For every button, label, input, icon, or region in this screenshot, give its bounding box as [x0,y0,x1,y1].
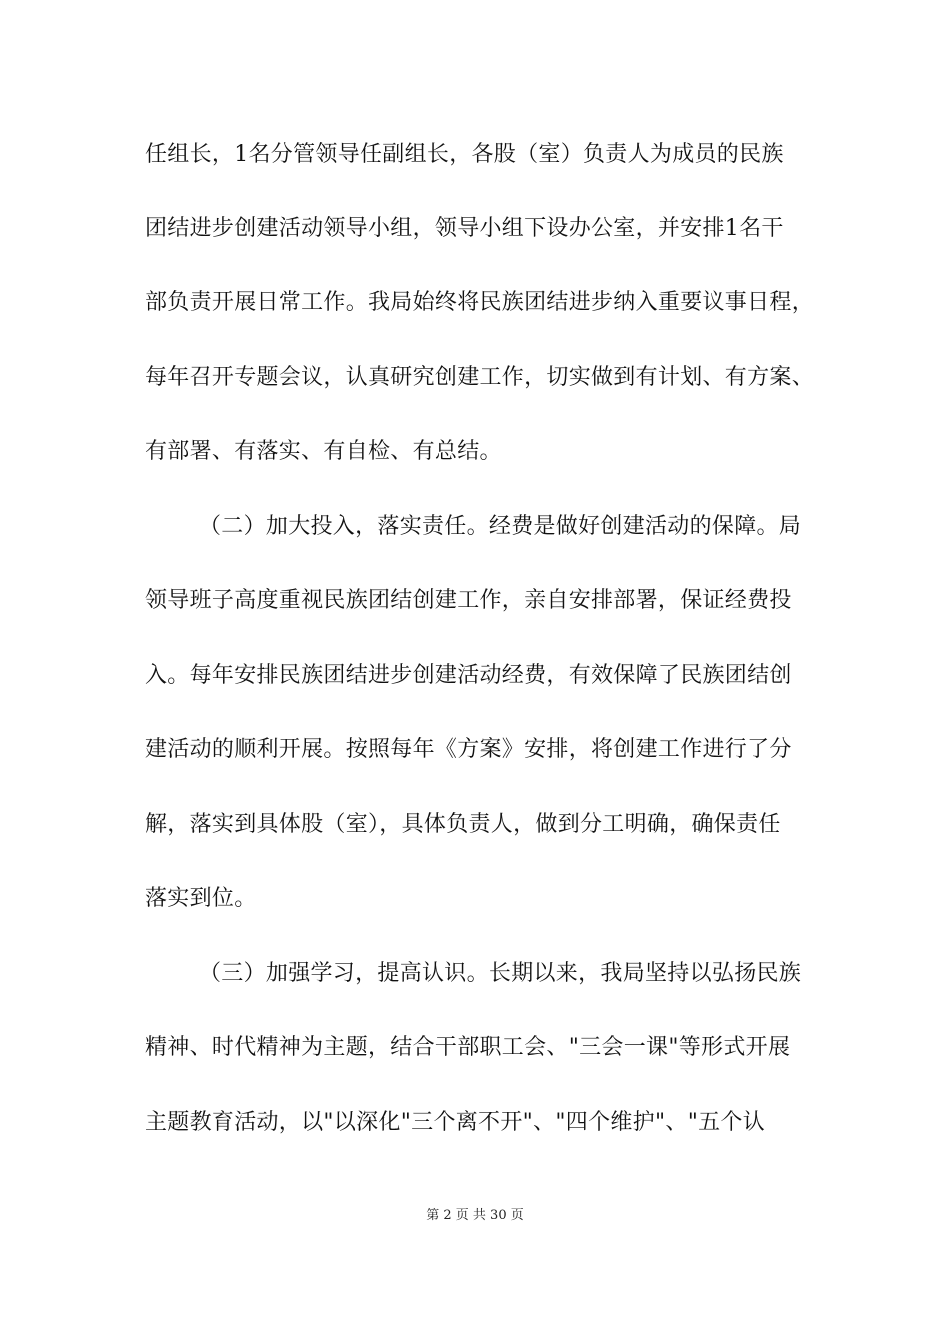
paragraph-line: 落实到位。 [145,886,257,911]
page-footer: 第 2 页 共 30 页 [426,1208,524,1223]
paragraph-line: 每年召开专题会议，认真研究创建工作，切实做到有计划、有方案、 [145,365,815,390]
paragraph-line: 任组长，1名分管领导任副组长，各股（室）负责人为成员的民族 [145,142,784,167]
paragraph-line: 有部署、有落实、有自检、有总结。 [145,439,502,464]
paragraph-line: 部负责开展日常工作。我局始终将民族团结进步纳入重要议事日程， [145,290,815,315]
paragraph-line: 入。每年安排民族团结进步创建活动经费，有效保障了民族团结创 [145,663,792,688]
paragraph-line: （三）加强学习，提高认识。长期以来，我局坚持以弘扬民族 [199,961,802,986]
paragraph-line: 领导班子高度重视民族团结创建工作，亲自安排部署，保证经费投 [145,588,792,613]
paragraph-line: 团结进步创建活动领导小组，领导小组下设办公室，并安排1名干 [145,216,784,241]
paragraph-line: 解，落实到具体股（室），具体负责人，做到分工明确，确保责任 [145,812,781,837]
paragraph-line: 建活动的顺利开展。按照每年《方案》安排，将创建工作进行了分 [145,737,792,762]
paragraph-line: 精神、时代精神为主题，结合干部职工会、"三会一课"等形式开展 [145,1035,791,1060]
paragraph-line: （二）加大投入，落实责任。经费是做好创建活动的保障。局 [199,514,802,539]
paragraph-line: 主题教育活动，以"以深化"三个离不开"、"四个维护"、"五个认 [145,1110,766,1135]
